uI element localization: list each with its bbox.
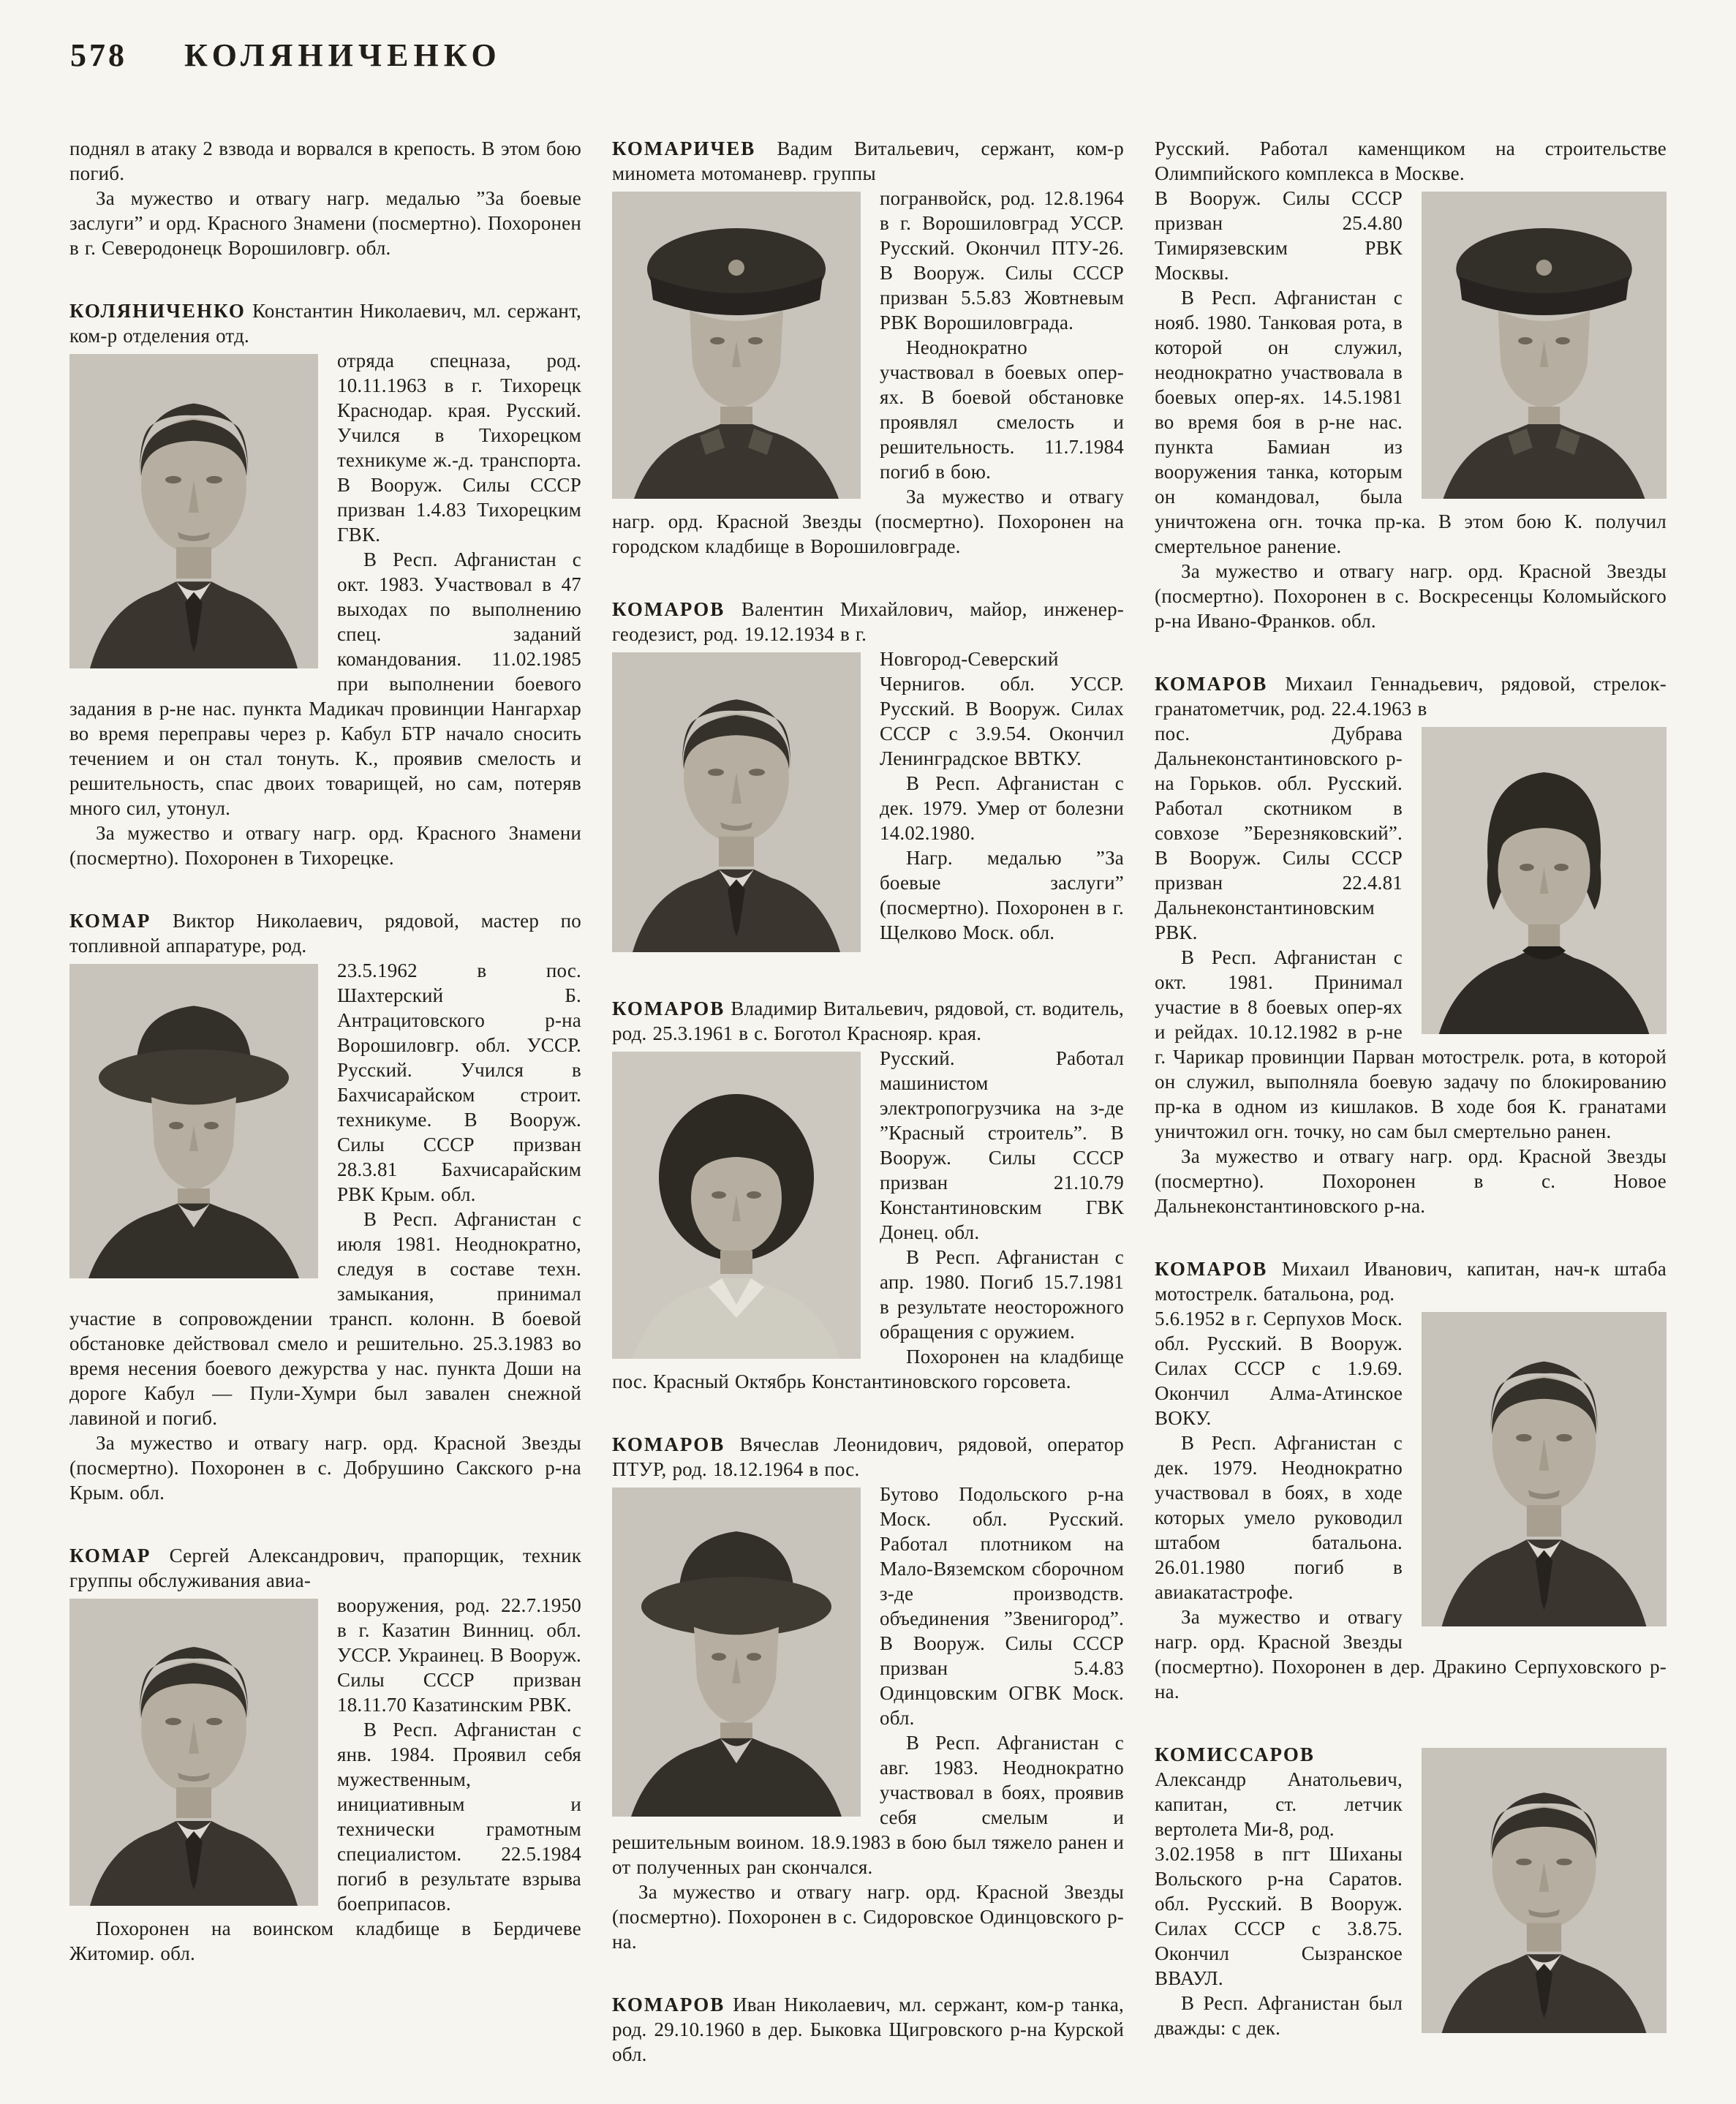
entry-paragraph: Бутово Подольского р-на Моск. обл. Русский. Работал плотником на Мало-Вяземском сборочном з-де производств. объединения ”Звенигород”. В Вооруж. Силы СССР призван 5.4.83 Одинцовским ОГВК Моск. обл. <box>880 1483 1124 1729</box>
entry-paragraph: 3.02.1958 в пгт Шиханы Вольского р-на Саратов. обл. Русский. В Вооруж. Силах СССР с 3.8.75. Окончил Сызранское ВВАУЛ. <box>1155 1843 1403 1989</box>
entry-body <box>1155 1306 1667 1704</box>
portrait-silhouette-icon <box>612 1487 861 1817</box>
entry-komarov-mikhail-ivanovich <box>1155 1256 1667 1704</box>
page-number: 578 <box>70 37 127 73</box>
portrait-silhouette-icon <box>69 1599 318 1906</box>
entry-surname: КОМИССАРОВ <box>1155 1743 1315 1765</box>
entry-paragraph: В Вооруж. Силы СССР призван 25.4.80 Тимирязевским РВК Москвы. <box>1155 187 1403 284</box>
entry-paragraph: Неоднократно участвовал в боевых опер-ях. В боевой обстановке проявлял смелость и решительность. 11.7.1984 погиб в бою. <box>880 336 1124 483</box>
portrait-silhouette-icon <box>1422 192 1667 499</box>
column-3 <box>1155 136 1667 2040</box>
entry-surname: КОМАРИЧЕВ <box>612 137 756 159</box>
entry-paragraph: В Респ. Афганистан с окт. 1983. Участвовал в 47 выходах по выполнению спец. заданий командования. 11.02.1985 при выполнении боевого задания в р-не нас. пункта Мадикач провинции Нангархар во время переправы через р. Кабул БТР начало сносить течением и он стал тонуть. К., проявив смелость и решительность, спас двоих товарищей, но сам, потеряв много сил, утонул. <box>69 548 581 819</box>
entry-body <box>612 1482 1124 1954</box>
entry-body <box>1155 1742 1667 2040</box>
entry-komar-sergey <box>69 1543 581 1966</box>
portrait-photo-komar-sergey <box>69 1599 318 1906</box>
entry-lead-text: Иван Николаевич, мл. сержант, ком-р танка, род. 29.10.1960 в дер. Быковка Щигровского р-на Курской обл. <box>612 1994 1125 2065</box>
entry-lead-text: Михаил Геннадьевич, рядовой, стрелок-гранатометчик, род. 22.4.1963 в <box>1155 673 1667 720</box>
entry-kolyanichenko-konstantin <box>69 298 581 870</box>
portrait-photo-komarov-mikhail-i <box>1422 1312 1667 1626</box>
entry-lead-text: Александр Анатольевич, капитан, ст. летчик вертолета Ми-8, род. <box>1155 1768 1403 1840</box>
entry-komarichev-vadim <box>612 136 1124 559</box>
entry-surname: КОМАРОВ <box>612 1433 725 1455</box>
entry-paragraph: За мужество и отвагу нагр. орд. Красного Знамени (посмертно). Похоронен в Тихорецке. <box>69 822 581 869</box>
entry-lead-text: Вадим Витальевич, сержант, ком-р миномета мотоманевр. группы <box>612 137 1124 184</box>
entry-lead-text: Михаил Иванович, капитан, нач-к штаба мотострелк. батальона, род. <box>1155 1258 1667 1305</box>
entry-paragraph: Новгород-Северский Чернигов. обл. УССР. Русский. В Вооруж. Силах СССР с 3.9.54. Окончил Ленинградское ВВТКУ. <box>880 648 1124 769</box>
entry-paragraph: За мужество и отвагу нагр. орд. Красной Звезды (посмертно). Похоронен в с. Новое Дальнеконстантиновского р-на. <box>1155 1145 1667 1217</box>
entry-body <box>69 958 581 1505</box>
entry-paragraph: В Респ. Афганистан был дважды: с дек. <box>1155 1992 1403 2039</box>
entry-komissarov-alexander <box>1155 1742 1667 2040</box>
portrait-silhouette-icon <box>612 1052 861 1359</box>
entry-heading <box>69 298 581 348</box>
running-head-title: КОЛЯНИЧЕНКО <box>184 37 502 73</box>
entry-lead-text: Виктор Николаевич, рядовой, мастер по топливной аппаратуре, род. <box>69 910 582 957</box>
entry-paragraph: Похоронен на кладбище пос. Красный Октябрь Константиновского горсовета. <box>612 1346 1124 1392</box>
entry-body <box>612 1046 1124 1394</box>
entry-paragraph: 23.5.1962 в пос. Шахтерский Б. Антрацитовского р-на Ворошиловгр. обл. УССР. Русский. Учился в Бахчисарайском строит. техникуме. В Вооруж. Силы СССР призван 28.3.81 Бахчисарайским РВК Крым. обл. <box>337 959 581 1205</box>
entry-surname: КОМАРОВ <box>1155 673 1268 695</box>
portrait-photo-komarichev <box>612 192 861 499</box>
entry-komarov-ivan-continuation <box>1155 136 1667 633</box>
entry-paragraph: В Респ. Афганистан с июля 1981. Неоднократно, следуя в составе техн. замыкания, принимал участие в сопровождении трансп. колонн. В боевой обстановке действовал смело и решительно. 25.3.1983 во время несения боевого дежурства у нас. пункта Доши на дороге Кабул — Пули-Хумри был завален снежной лавиной и погиб. <box>69 1208 581 1429</box>
entry-paragraph: За мужество и отвагу нагр. орд. Красной Звезды (посмертно). Похоронен на городском кладбище в Ворошиловграде. <box>612 486 1124 557</box>
entry-lead-text: Сергей Александрович, прапорщик, техник группы обслуживания авиа- <box>69 1545 582 1591</box>
entry-paragraph: Русский. Работал машинистом электропогрузчика на з-де ”Красный строитель”. В Вооруж. Силы СССР призван 21.10.79 Константиновским ГВК Донец. обл. <box>880 1047 1124 1243</box>
entry-surname: КОЛЯНИЧЕНКО <box>69 300 246 322</box>
portrait-photo-komarov-vyacheslav <box>612 1487 861 1817</box>
entry-lead-text: Вячеслав Леонидович, рядовой, оператор ПТУР, род. 18.12.1964 в пос. <box>612 1433 1124 1480</box>
column-2 <box>612 136 1124 2067</box>
entry-paragraph: В Респ. Афганистан с дек. 1979. Умер от болезни 14.02.1980. <box>880 772 1124 844</box>
portrait-silhouette-icon <box>1422 727 1667 1034</box>
entry-paragraph: Русский. Работал каменщиком на строительстве Олимпийского комплекса в Москве. <box>1155 137 1667 184</box>
entry-surname: КОМАР <box>69 1545 151 1566</box>
portrait-silhouette-icon <box>1422 1312 1667 1626</box>
entry-lead-text: Константин Николаевич, мл. сержант, ком-р отделения отд. <box>69 300 581 347</box>
portrait-photo-komarov-mikhail-g <box>1422 727 1667 1034</box>
entry-surname: КОМАР <box>69 910 151 932</box>
portrait-silhouette-icon <box>69 354 318 668</box>
entry-surname: КОМАРОВ <box>612 598 725 620</box>
entry-body <box>69 1593 581 1966</box>
entry-paragraph: вооружения, род. 22.7.1950 в г. Казатин Винниц. обл. УССР. Украинец. В Вооруж. Силы СССР призван 18.11.70 Казатинским РВК. <box>337 1594 581 1716</box>
entry-heading <box>612 1432 1124 1482</box>
entry-surname: КОМАРОВ <box>1155 1258 1268 1280</box>
portrait-silhouette-icon <box>612 192 861 499</box>
entry-paragraph: отряда спецназа, род. 10.11.1963 в г. Тихорецк Краснодар. края. Русский. Учился в Тихорецком техникуме ж.-д. транспорта. В Вооруж. Силы СССР призван 1.4.83 Тихорецким ГВК. <box>337 350 581 546</box>
entry-heading <box>612 597 1124 646</box>
portrait-photo-komar-viktor <box>69 964 318 1278</box>
entry-continuation-from-previous-page <box>69 136 581 260</box>
entry-heading <box>612 1992 1124 2067</box>
entry-heading <box>1155 1256 1667 1306</box>
entry-paragraph: За мужество и отвагу нагр. орд. Красной Звезды (посмертно). Похоронен в с. Сидоровское Одинцовского р-на. <box>612 1881 1124 1953</box>
entry-komarov-ivan <box>612 1992 1124 2067</box>
entry-komarov-vladimir <box>612 996 1124 1394</box>
entry-paragraph: погранвойск, род. 12.8.1964 в г. Ворошиловград УССР. Русский. Окончил ПТУ-26. В Вооруж. Силы СССР призван 5.5.83 Жовтневым РВК Ворошиловграда. <box>880 187 1124 333</box>
entry-body <box>1155 186 1667 633</box>
portrait-silhouette-icon <box>612 652 861 952</box>
entry-paragraph: Похоронен на воинском кладбище в Бердичеве Житомир. обл. <box>69 1918 581 1964</box>
entry-paragraph: поднял в атаку 2 взвода и ворвался в крепость. В этом бою погиб. <box>69 137 581 184</box>
entry-paragraph: В Респ. Афганистан с янв. 1984. Проявил себя мужественным, инициативным и технически грамотным специалистом. 22.5.1984 погиб в результате взрыва боеприпасов. <box>337 1719 581 1915</box>
entry-komar-viktor <box>69 908 581 1505</box>
entry-komarov-mikhail-gennadievich <box>1155 671 1667 1218</box>
portrait-silhouette-icon <box>1422 1748 1667 2033</box>
entry-paragraph: В Респ. Афганистан с дек. 1979. Неоднократно участвовал в боях, в ходе которых умело руководил штабом батальона. 26.01.1980 погиб в авиакатастрофе. <box>1155 1432 1403 1603</box>
portrait-photo-komarov-vladimir <box>612 1052 861 1359</box>
column-1 <box>69 136 581 1966</box>
entry-paragraph: В Респ. Афганистан с апр. 1980. Погиб 15.7.1981 в результате неосторожного обращения с оружием. <box>880 1246 1124 1343</box>
running-header <box>70 37 502 74</box>
entry-surname: КОМАРОВ <box>612 1994 725 2016</box>
entry-paragraph: За мужество и отвагу нагр. орд. Красной Звезды (посмертно). Похоронен в с. Воскресенцы Коломыйского р-на Ивано-Франков. обл. <box>1155 560 1667 632</box>
entry-paragraph: В Респ. Афганистан с нояб. 1980. Танковая рота, в которой он служил, неоднократно участвовала в боевых опер-ях. 14.5.1981 во время боя в р-не нас. пункта Бамиан из вооружения танка, которым он командовал, была уничтожена огн. точка пр-ка. В этом бою К. получил смертельное ранение. <box>1155 287 1667 557</box>
portrait-photo-kolyanichenko <box>69 354 318 668</box>
portrait-photo-komarov-ivan <box>1422 192 1667 499</box>
portrait-silhouette-icon <box>69 964 318 1278</box>
entry-heading <box>69 908 581 958</box>
entry-body <box>69 348 581 870</box>
entry-body <box>612 186 1124 559</box>
entry-heading <box>1155 671 1667 721</box>
entry-paragraph: В Респ. Афганистан с окт. 1981. Принимал участие в 8 боевых опер-ях и рейдах. 10.12.1982 в р-не г. Чарикар провинции Парван мотострелк. рота, в которой он служил, выполняла боевую задачу по блокированию пр-ка в одном из кишлаков. В ходе боя К. гранатами уничтожил огн. точку, но сам был смертельно ранен. <box>1155 946 1667 1142</box>
portrait-photo-komarov-valentin <box>612 652 861 952</box>
entry-heading <box>612 996 1124 1046</box>
entry-surname: КОМАРОВ <box>612 998 725 1019</box>
entry-paragraph: пос. Дубрава Дальнеконстантиновского р-на Горьков. обл. Русский. Работал скотником в совхозе ”Березняковский”. В Вооруж. Силы СССР призван 22.4.81 Дальнеконстантиновским РВК. <box>1155 723 1403 943</box>
entry-komarov-vyacheslav <box>612 1432 1124 1954</box>
entry-body <box>1155 721 1667 1218</box>
entry-komarov-valentin <box>612 597 1124 958</box>
entry-heading <box>69 1543 581 1593</box>
entry-heading <box>612 136 1124 186</box>
entry-paragraph: За мужество и отвагу нагр. орд. Красной Звезды (посмертно). Похоронен в с. Добрушино Сакского р-на Крым. обл. <box>69 1432 581 1504</box>
entry-lead-text: Владимир Витальевич, рядовой, ст. водитель, род. 25.3.1961 в с. Боготол Краснояр. края. <box>612 998 1124 1044</box>
entry-lead-text: Валентин Михайлович, майор, инженер-геодезист, род. 19.12.1934 в г. <box>612 598 1124 645</box>
entry-paragraph: За мужество и отвагу нагр. медалью ”За боевые заслуги” и орд. Красного Знамени (посмертно). Похоронен в г. Северодонецк Ворошиловгр. обл. <box>69 187 581 259</box>
entry-paragraph: За мужество и отвагу нагр. орд. Красной Звезды (посмертно). Похоронен в дер. Дракино Серпуховского р-на. <box>1155 1606 1667 1703</box>
entry-paragraph: В Респ. Афганистан с авг. 1983. Неоднократно участвовал в боях, проявив себя смелым и решительным воином. 18.9.1983 в бою был тяжело ранен и от полученных ран скончался. <box>612 1732 1124 1878</box>
portrait-photo-komissarov <box>1422 1748 1667 2033</box>
entry-paragraph: 5.6.1952 в г. Серпухов Моск. обл. Русский. В Вооруж. Силах СССР с 1.9.69. Окончил Алма-Атинское ВОКУ. <box>1155 1308 1403 1429</box>
entry-paragraph: Нагр. медалью ”За боевые заслуги” (посмертно). Похоронен в г. Щелково Моск. обл. <box>880 847 1124 943</box>
entry-body <box>612 646 1124 945</box>
